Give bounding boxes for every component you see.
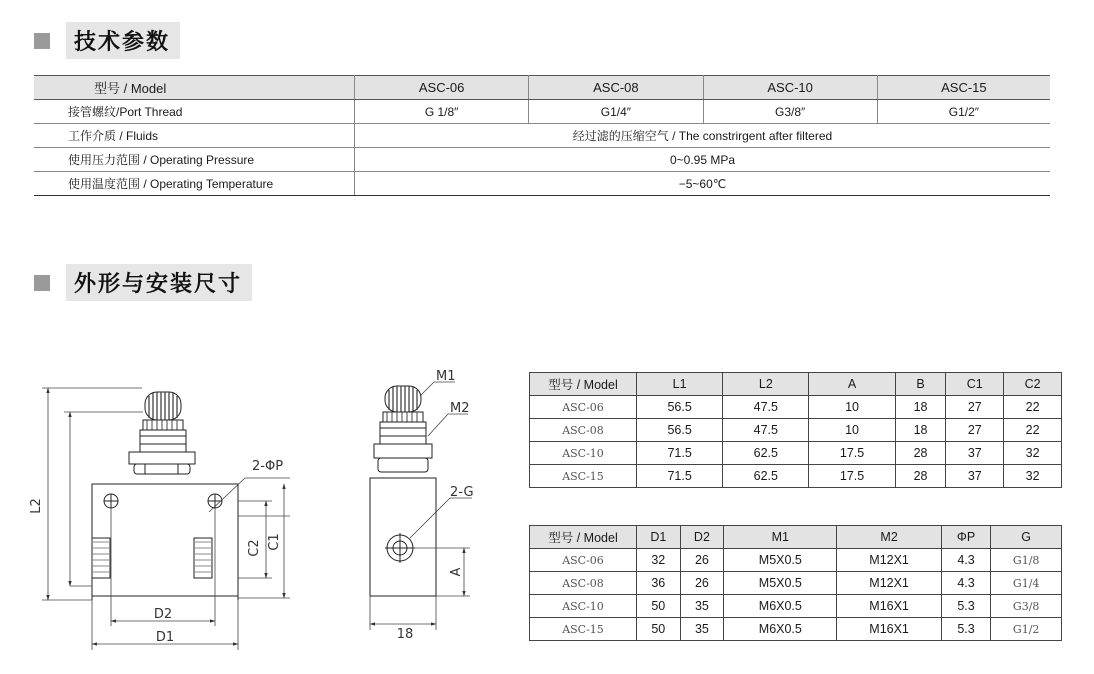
table-row	[530, 396, 1062, 419]
cell: 17.5	[809, 465, 895, 488]
cell: 35	[680, 595, 724, 618]
header-C1: C1	[946, 373, 1004, 396]
header-asc-10: ASC-10	[703, 76, 877, 100]
cell: M5X0.5	[724, 549, 837, 572]
cell-model: ASC-08	[530, 419, 637, 442]
cell: 35	[680, 618, 724, 641]
cell: 18	[895, 419, 946, 442]
cell: 27	[946, 419, 1004, 442]
cell: 10	[809, 419, 895, 442]
row-label: 使用温度范围 / Operating Temperature	[34, 172, 355, 196]
cell: G1/2″	[877, 100, 1050, 124]
header-A: A	[809, 373, 895, 396]
technical-drawing	[0, 366, 520, 656]
label-L2: L2	[29, 498, 44, 514]
cell: 27	[946, 396, 1004, 419]
cell: 50	[637, 595, 681, 618]
label-C1: C1	[267, 533, 282, 551]
merged-cell: −5~60℃	[355, 172, 1051, 196]
header-L2: L2	[723, 373, 809, 396]
cell: G1/4″	[529, 100, 703, 124]
cell: 10	[809, 396, 895, 419]
square-bullet-icon	[34, 275, 50, 291]
header-B: B	[895, 373, 946, 396]
cell: G 1/8″	[355, 100, 529, 124]
cell: M12X1	[837, 549, 941, 572]
table-row	[530, 572, 1062, 595]
section-heading-dimensions	[34, 264, 252, 301]
cell: G3/8″	[703, 100, 877, 124]
header-G: G	[991, 526, 1062, 549]
side-view	[370, 382, 472, 630]
label-phiP: 2-ΦP	[252, 459, 284, 474]
label-D1: D1	[155, 630, 175, 645]
header-phiP: ΦP	[941, 526, 991, 549]
cell-model: ASC-10	[530, 595, 637, 618]
cell-model: ASC-15	[530, 465, 637, 488]
header-model: 型号 / Model	[530, 373, 637, 396]
cell: 47.5	[723, 396, 809, 419]
cell: G3/8	[991, 595, 1062, 618]
table-row	[530, 618, 1062, 641]
cell: 71.5	[637, 465, 723, 488]
cell: M16X1	[837, 595, 941, 618]
header-asc-15: ASC-15	[877, 76, 1050, 100]
cell: 71.5	[637, 442, 723, 465]
cell: M6X0.5	[724, 595, 837, 618]
cell-model: ASC-10	[530, 442, 637, 465]
cell: 22	[1004, 396, 1062, 419]
header-asc-08: ASC-08	[529, 76, 703, 100]
cell: 17.5	[809, 442, 895, 465]
header-D2: D2	[680, 526, 724, 549]
table-header-row	[530, 373, 1062, 396]
table-row	[530, 465, 1062, 488]
label-D2: D2	[153, 607, 173, 622]
cell-model: ASC-15	[530, 618, 637, 641]
label-18: 18	[396, 627, 414, 642]
spec-table	[34, 75, 1050, 196]
section-title: 外形与安装尺寸	[66, 264, 252, 301]
cell: 62.5	[723, 442, 809, 465]
row-label: 使用压力范围 / Operating Pressure	[34, 148, 355, 172]
label-M2: M2	[450, 401, 470, 416]
label-G: 2-G	[450, 485, 474, 500]
dimensions-table-2	[529, 525, 1062, 641]
cell: 36	[637, 572, 681, 595]
cell: 26	[680, 572, 724, 595]
cell: 37	[946, 442, 1004, 465]
cell: 26	[680, 549, 724, 572]
cell: 22	[1004, 419, 1062, 442]
section-heading-specs	[34, 22, 180, 59]
table-row	[530, 419, 1062, 442]
label-C2: C2	[247, 539, 262, 557]
label-M1: M1	[436, 369, 456, 384]
header-model: 型号 / Model	[34, 76, 355, 100]
table-row	[34, 148, 1050, 172]
cell: M12X1	[837, 572, 941, 595]
cell: 56.5	[637, 419, 723, 442]
label-A: A	[449, 567, 464, 577]
cell: 47.5	[723, 419, 809, 442]
dimensions-table-1	[529, 372, 1062, 488]
merged-cell: 0~0.95 MPa	[355, 148, 1051, 172]
row-label: 接管螺纹/Port Thread	[34, 100, 355, 124]
header-D1: D1	[637, 526, 681, 549]
cell: G1/2	[991, 618, 1062, 641]
cell: 50	[637, 618, 681, 641]
header-asc-06: ASC-06	[355, 76, 529, 100]
table-row	[34, 124, 1050, 148]
cell: 18	[895, 396, 946, 419]
cell: M5X0.5	[724, 572, 837, 595]
cell: 5.3	[941, 618, 991, 641]
header-C2: C2	[1004, 373, 1062, 396]
header-model: 型号 / Model	[530, 526, 637, 549]
table-row	[34, 172, 1050, 196]
table-row	[34, 100, 1050, 124]
cell: 28	[895, 465, 946, 488]
cell: 32	[1004, 465, 1062, 488]
table-row	[530, 442, 1062, 465]
cell: G1/4	[991, 572, 1062, 595]
table-header-row	[530, 526, 1062, 549]
cell: G1/8	[991, 549, 1062, 572]
cell: M16X1	[837, 618, 941, 641]
table-row	[530, 549, 1062, 572]
table-header-row	[34, 76, 1050, 100]
merged-cell: 经过滤的压缩空气 / The constrirgent after filtered	[355, 124, 1051, 148]
header-L1: L1	[637, 373, 723, 396]
cell: 32	[637, 549, 681, 572]
table-row	[530, 595, 1062, 618]
cell: 4.3	[941, 549, 991, 572]
cell: 28	[895, 442, 946, 465]
header-M2: M2	[837, 526, 941, 549]
square-bullet-icon	[34, 33, 50, 49]
cell: 62.5	[723, 465, 809, 488]
header-M1: M1	[724, 526, 837, 549]
knob	[145, 392, 181, 420]
cell-model: ASC-08	[530, 572, 637, 595]
cell-model: ASC-06	[530, 549, 637, 572]
cell: 32	[1004, 442, 1062, 465]
cell: 56.5	[637, 396, 723, 419]
row-label: 工作介质 / Fluids	[34, 124, 355, 148]
cell: 5.3	[941, 595, 991, 618]
cell: 4.3	[941, 572, 991, 595]
cell: M6X0.5	[724, 618, 837, 641]
section-title: 技术参数	[66, 22, 180, 59]
cell: 37	[946, 465, 1004, 488]
cell-model: ASC-06	[530, 396, 637, 419]
